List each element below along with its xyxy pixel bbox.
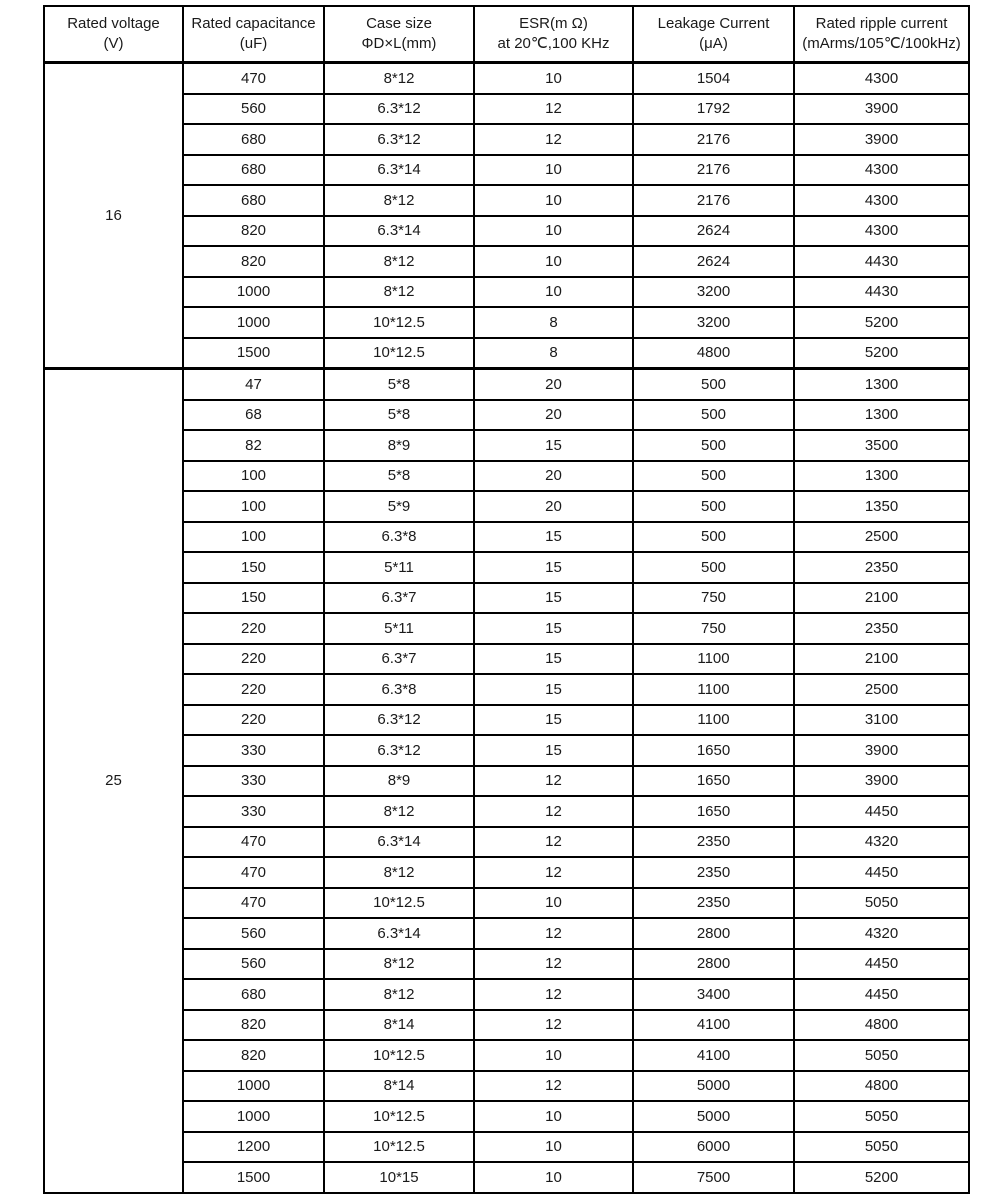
table-cell: 1650 <box>633 735 794 766</box>
table-cell: 680 <box>183 124 324 155</box>
table-cell: 4100 <box>633 1040 794 1071</box>
table-cell: 20 <box>474 491 633 522</box>
table-cell: 5*8 <box>324 461 474 492</box>
table-row <box>44 491 969 522</box>
table-cell: 5050 <box>794 1101 969 1132</box>
table-row <box>44 644 969 675</box>
table-cell: 8*12 <box>324 979 474 1010</box>
table-cell: 5050 <box>794 1040 969 1071</box>
table-row <box>44 522 969 553</box>
header-line: (μA) <box>699 35 728 52</box>
table-cell: 5*9 <box>324 491 474 522</box>
table-cell: 3200 <box>633 277 794 308</box>
header-line: Rated voltage <box>67 14 160 32</box>
table-cell: 8*9 <box>324 766 474 797</box>
voltage-group-cell: 16 <box>44 63 183 369</box>
header-rated-capacitance <box>183 6 324 63</box>
table-cell: 3900 <box>794 766 969 797</box>
table-cell: 5*8 <box>324 369 474 400</box>
header-rated-voltage <box>44 6 183 63</box>
table-row <box>44 277 969 308</box>
table-cell: 820 <box>183 216 324 247</box>
table-cell: 12 <box>474 1071 633 1102</box>
table-cell: 15 <box>474 644 633 675</box>
table-cell: 12 <box>474 857 633 888</box>
table-cell: 5200 <box>794 307 969 338</box>
table-cell: 820 <box>183 246 324 277</box>
table-cell: 680 <box>183 979 324 1010</box>
table-cell: 3200 <box>633 307 794 338</box>
header-line: at 20℃,100 KHz <box>497 35 610 52</box>
header-line: (uF) <box>239 35 268 52</box>
table-row <box>44 338 969 369</box>
table-cell: 10*15 <box>324 1162 474 1193</box>
table-row <box>44 613 969 644</box>
table-cell: 330 <box>183 796 324 827</box>
table-cell: 470 <box>183 63 324 94</box>
table-cell: 15 <box>474 735 633 766</box>
table-cell: 8*12 <box>324 246 474 277</box>
table-cell: 4100 <box>633 1010 794 1041</box>
table-cell: 10 <box>474 246 633 277</box>
table-row <box>44 796 969 827</box>
table-cell: 1300 <box>794 369 969 400</box>
table-cell: 15 <box>474 522 633 553</box>
table-cell: 5200 <box>794 1162 969 1193</box>
table-cell: 3100 <box>794 705 969 736</box>
table-cell: 15 <box>474 583 633 614</box>
table-cell: 8*12 <box>324 949 474 980</box>
table-cell: 680 <box>183 185 324 216</box>
table-cell: 6.3*8 <box>324 674 474 705</box>
header-leakage-current <box>633 6 794 63</box>
table-cell: 4430 <box>794 277 969 308</box>
table-row <box>44 307 969 338</box>
table-cell: 6.3*14 <box>324 827 474 858</box>
table-cell: 750 <box>633 613 794 644</box>
table-cell: 2350 <box>633 888 794 919</box>
table-cell: 2500 <box>794 674 969 705</box>
table-cell: 10 <box>474 185 633 216</box>
table-row <box>44 63 969 94</box>
table-cell: 15 <box>474 430 633 461</box>
table-cell: 220 <box>183 613 324 644</box>
capacitor-spec-table <box>43 5 970 1194</box>
table-cell: 4300 <box>794 216 969 247</box>
table-cell: 6.3*12 <box>324 94 474 125</box>
table-row <box>44 857 969 888</box>
table-cell: 47 <box>183 369 324 400</box>
table-cell: 2624 <box>633 246 794 277</box>
table-cell: 1500 <box>183 1162 324 1193</box>
table-cell: 500 <box>633 369 794 400</box>
table-cell: 680 <box>183 155 324 186</box>
table-cell: 500 <box>633 522 794 553</box>
table-cell: 500 <box>633 461 794 492</box>
table-cell: 12 <box>474 766 633 797</box>
table-cell: 470 <box>183 888 324 919</box>
table-cell: 15 <box>474 552 633 583</box>
table-cell: 5200 <box>794 338 969 369</box>
table-row <box>44 949 969 980</box>
table-cell: 2350 <box>633 827 794 858</box>
header-line: Rated ripple current <box>815 14 948 32</box>
table-cell: 1100 <box>633 705 794 736</box>
table-cell: 6.3*12 <box>324 124 474 155</box>
table-cell: 4450 <box>794 979 969 1010</box>
table-cell: 10 <box>474 277 633 308</box>
table-cell: 10*12.5 <box>324 1101 474 1132</box>
table-row <box>44 1162 969 1193</box>
table-cell: 500 <box>633 400 794 431</box>
table-cell: 5050 <box>794 1132 969 1163</box>
table-row <box>44 124 969 155</box>
table-row <box>44 1132 969 1163</box>
table-cell: 15 <box>474 705 633 736</box>
table-cell: 68 <box>183 400 324 431</box>
table-row <box>44 918 969 949</box>
table-cell: 12 <box>474 979 633 1010</box>
table-cell: 1300 <box>794 461 969 492</box>
table-cell: 6.3*8 <box>324 522 474 553</box>
table-row <box>44 705 969 736</box>
table-cell: 20 <box>474 369 633 400</box>
table-cell: 500 <box>633 552 794 583</box>
table-cell: 560 <box>183 918 324 949</box>
table-cell: 3900 <box>794 124 969 155</box>
table-cell: 4800 <box>633 338 794 369</box>
table-cell: 4320 <box>794 827 969 858</box>
table-cell: 10*12.5 <box>324 888 474 919</box>
table-cell: 10 <box>474 1162 633 1193</box>
table-cell: 330 <box>183 766 324 797</box>
table-cell: 12 <box>474 1010 633 1041</box>
header-line: ESR(m Ω) <box>519 14 588 32</box>
header-line: Case size <box>366 14 432 32</box>
table-cell: 1500 <box>183 338 324 369</box>
table-cell: 2350 <box>794 613 969 644</box>
table-cell: 8*14 <box>324 1010 474 1041</box>
table-cell: 3900 <box>794 735 969 766</box>
table-cell: 3400 <box>633 979 794 1010</box>
table-cell: 100 <box>183 491 324 522</box>
table-cell: 8*12 <box>324 63 474 94</box>
table-row <box>44 1010 969 1041</box>
table-cell: 2624 <box>633 216 794 247</box>
table-cell: 7500 <box>633 1162 794 1193</box>
table-cell: 8 <box>474 307 633 338</box>
table-cell: 1792 <box>633 94 794 125</box>
table-cell: 8*12 <box>324 277 474 308</box>
table-cell: 4300 <box>794 63 969 94</box>
table-cell: 5050 <box>794 888 969 919</box>
table-cell: 2100 <box>794 583 969 614</box>
table-cell: 1000 <box>183 1071 324 1102</box>
table-row <box>44 369 969 400</box>
table-cell: 12 <box>474 918 633 949</box>
table-cell: 6.3*12 <box>324 705 474 736</box>
table-cell: 20 <box>474 461 633 492</box>
table-cell: 1000 <box>183 277 324 308</box>
table-cell: 8*9 <box>324 430 474 461</box>
header-ripple-current <box>794 6 969 63</box>
table-cell: 1300 <box>794 400 969 431</box>
table-cell: 12 <box>474 124 633 155</box>
table-cell: 4300 <box>794 185 969 216</box>
table-cell: 15 <box>474 674 633 705</box>
table-cell: 6.3*7 <box>324 644 474 675</box>
table-cell: 5*11 <box>324 613 474 644</box>
table-cell: 150 <box>183 583 324 614</box>
table-cell: 10 <box>474 888 633 919</box>
table-row <box>44 552 969 583</box>
table-cell: 10 <box>474 216 633 247</box>
table-header <box>44 6 969 63</box>
table-cell: 2350 <box>794 552 969 583</box>
table-cell: 10 <box>474 1040 633 1071</box>
header-line: Leakage Current <box>657 14 770 32</box>
table-cell: 750 <box>633 583 794 614</box>
table-cell: 12 <box>474 796 633 827</box>
table-cell: 8*12 <box>324 185 474 216</box>
table-cell: 6.3*14 <box>324 918 474 949</box>
table-cell: 1650 <box>633 796 794 827</box>
table-row <box>44 461 969 492</box>
table-cell: 10 <box>474 1101 633 1132</box>
table-cell: 4450 <box>794 949 969 980</box>
table-cell: 3900 <box>794 94 969 125</box>
table-cell: 2500 <box>794 522 969 553</box>
table-cell: 330 <box>183 735 324 766</box>
table-cell: 4300 <box>794 155 969 186</box>
header-line: ΦD×L(mm) <box>361 35 437 52</box>
table-cell: 1100 <box>633 674 794 705</box>
table-row <box>44 735 969 766</box>
table-cell: 3500 <box>794 430 969 461</box>
table-cell: 5*11 <box>324 552 474 583</box>
table-cell: 6.3*12 <box>324 735 474 766</box>
table-cell: 100 <box>183 522 324 553</box>
table-row <box>44 766 969 797</box>
table-row <box>44 674 969 705</box>
table-cell: 4800 <box>794 1071 969 1102</box>
header-line: Rated capacitance <box>191 14 316 32</box>
table-cell: 2800 <box>633 918 794 949</box>
table-cell: 1650 <box>633 766 794 797</box>
table-cell: 2100 <box>794 644 969 675</box>
voltage-group-cell: 25 <box>44 369 183 1193</box>
table-row <box>44 1071 969 1102</box>
table-cell: 1504 <box>633 63 794 94</box>
table-cell: 1350 <box>794 491 969 522</box>
table-cell: 6.3*14 <box>324 216 474 247</box>
table-cell: 8*12 <box>324 796 474 827</box>
table-cell: 4450 <box>794 857 969 888</box>
table-row <box>44 94 969 125</box>
table-cell: 10 <box>474 155 633 186</box>
table-cell: 20 <box>474 400 633 431</box>
table-cell: 4800 <box>794 1010 969 1041</box>
table-cell: 560 <box>183 949 324 980</box>
table-cell: 10 <box>474 1132 633 1163</box>
table-cell: 150 <box>183 552 324 583</box>
table-cell: 500 <box>633 430 794 461</box>
table-cell: 6.3*7 <box>324 583 474 614</box>
table-cell: 5*8 <box>324 400 474 431</box>
table-row <box>44 1101 969 1132</box>
table-cell: 8 <box>474 338 633 369</box>
table-cell: 470 <box>183 827 324 858</box>
table-cell: 15 <box>474 613 633 644</box>
table-cell: 470 <box>183 857 324 888</box>
table-cell: 4430 <box>794 246 969 277</box>
table-row <box>44 155 969 186</box>
table-cell: 12 <box>474 949 633 980</box>
table-cell: 1000 <box>183 307 324 338</box>
table-cell: 2350 <box>633 857 794 888</box>
table-row <box>44 400 969 431</box>
table-row <box>44 185 969 216</box>
table-row <box>44 430 969 461</box>
header-esr <box>474 6 633 63</box>
table-row <box>44 583 969 614</box>
table-cell: 10*12.5 <box>324 1132 474 1163</box>
table-row <box>44 827 969 858</box>
table-cell: 10*12.5 <box>324 1040 474 1071</box>
table-cell: 4320 <box>794 918 969 949</box>
table-cell: 220 <box>183 674 324 705</box>
table-body <box>44 63 969 1193</box>
header-line: (mArms/105℃/100kHz) <box>802 35 961 52</box>
table-row <box>44 216 969 247</box>
table-cell: 1000 <box>183 1101 324 1132</box>
table-cell: 8*14 <box>324 1071 474 1102</box>
table-row <box>44 1040 969 1071</box>
table-cell: 4450 <box>794 796 969 827</box>
table-cell: 12 <box>474 94 633 125</box>
table-cell: 820 <box>183 1040 324 1071</box>
table-cell: 6.3*14 <box>324 155 474 186</box>
table-cell: 220 <box>183 705 324 736</box>
table-cell: 2176 <box>633 155 794 186</box>
table-cell: 82 <box>183 430 324 461</box>
table-row <box>44 888 969 919</box>
table-cell: 1200 <box>183 1132 324 1163</box>
table-cell: 10 <box>474 63 633 94</box>
table-cell: 1100 <box>633 644 794 675</box>
table-cell: 10*12.5 <box>324 338 474 369</box>
table-cell: 5000 <box>633 1071 794 1102</box>
header-line: (V) <box>103 35 124 52</box>
table-cell: 12 <box>474 827 633 858</box>
header-case-size <box>324 6 474 63</box>
table-cell: 8*12 <box>324 857 474 888</box>
table-cell: 2176 <box>633 185 794 216</box>
table-cell: 10*12.5 <box>324 307 474 338</box>
table-cell: 500 <box>633 491 794 522</box>
table-row <box>44 979 969 1010</box>
table-cell: 820 <box>183 1010 324 1041</box>
table-row <box>44 246 969 277</box>
table-cell: 220 <box>183 644 324 675</box>
table-cell: 2800 <box>633 949 794 980</box>
table-cell: 560 <box>183 94 324 125</box>
table-cell: 6000 <box>633 1132 794 1163</box>
table-cell: 2176 <box>633 124 794 155</box>
table-cell: 100 <box>183 461 324 492</box>
header-row <box>44 6 969 63</box>
table-cell: 5000 <box>633 1101 794 1132</box>
